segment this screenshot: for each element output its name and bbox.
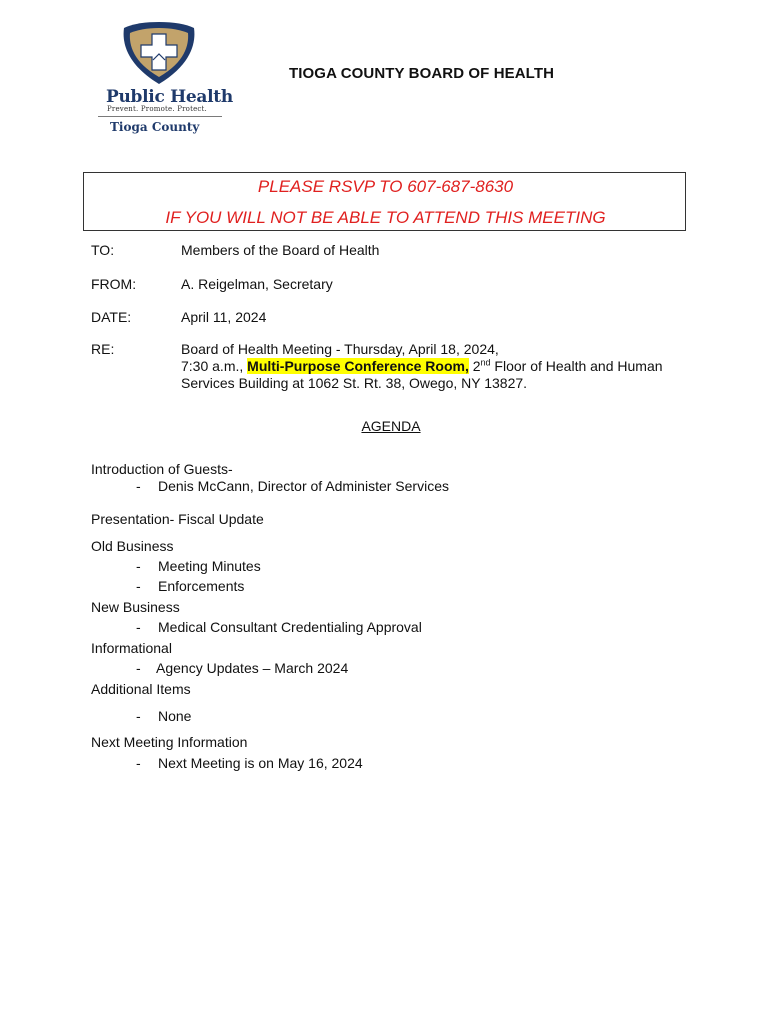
agenda-heading: AGENDA — [361, 418, 421, 434]
rsvp-line-1: PLEASE RSVP TO 607-687-8630 — [257, 177, 514, 196]
new-business-heading: New Business — [91, 599, 180, 615]
from-value: A. Reigelman, Secretary — [181, 276, 333, 292]
informational-item-1: Agency Updates – March 2024 — [156, 660, 349, 676]
intro-guests-heading: Introduction of Guests- — [91, 461, 233, 477]
re-line-2-pre: 7:30 a.m., — [181, 358, 248, 374]
re-line-2-post: Floor of Health and Human — [490, 358, 663, 374]
logo-divider — [98, 116, 222, 117]
list-dash: - — [136, 708, 141, 724]
rsvp-line-2: IF YOU WILL NOT BE ABLE TO ATTEND THIS MEETING — [165, 208, 606, 227]
presentation-item: Presentation- Fiscal Update — [91, 511, 264, 527]
to-value: Members of the Board of Health — [181, 242, 380, 258]
date-value: April 11, 2024 — [181, 309, 267, 325]
additional-item-1: None — [158, 708, 192, 724]
re-description — [181, 341, 663, 392]
logo-county: Tioga County — [110, 120, 200, 134]
list-dash: - — [136, 660, 141, 676]
intro-guest-item: Denis McCann, Director of Administer Services — [158, 478, 449, 494]
old-business-item-2: Enforcements — [158, 578, 245, 594]
list-dash: - — [136, 578, 141, 594]
old-business-item-1: Meeting Minutes — [158, 558, 261, 574]
list-dash: - — [136, 755, 141, 771]
re-line-2 — [181, 358, 663, 375]
list-dash: - — [136, 619, 141, 635]
old-business-heading: Old Business — [91, 538, 174, 554]
next-meeting-item-1: Next Meeting is on May 16, 2024 — [158, 755, 363, 771]
next-meeting-heading: Next Meeting Information — [91, 734, 248, 750]
re-line-1: Board of Health Meeting - Thursday, April 18, 2024, — [181, 341, 499, 357]
list-dash: - — [136, 558, 141, 574]
re-line-3: Services Building at 1062 St. Rt. 38, Owego, NY 13827. — [181, 375, 528, 391]
from-label: FROM: — [91, 276, 137, 292]
re-line-2-sup: nd — [480, 357, 491, 368]
re-line-2-num: 2 — [468, 358, 481, 374]
page-title: TIOGA COUNTY BOARD OF HEALTH — [289, 65, 555, 82]
additional-items-heading: Additional Items — [91, 681, 191, 697]
new-business-item-1: Medical Consultant Credentialing Approval — [158, 619, 422, 635]
rsvp-notice-box — [83, 172, 686, 231]
informational-heading: Informational — [91, 640, 172, 656]
logo-name: Public Health — [106, 87, 233, 107]
list-dash: - — [136, 478, 141, 494]
shield-cross-icon — [96, 20, 222, 86]
date-label: DATE: — [91, 309, 132, 325]
to-label: TO: — [91, 242, 115, 258]
meeting-room-highlight: Multi-Purpose Conference Room, — [247, 358, 469, 374]
logo-tagline: Prevent. Promote. Protect. — [107, 105, 207, 113]
public-health-logo — [96, 20, 233, 138]
re-label: RE: — [91, 341, 115, 357]
